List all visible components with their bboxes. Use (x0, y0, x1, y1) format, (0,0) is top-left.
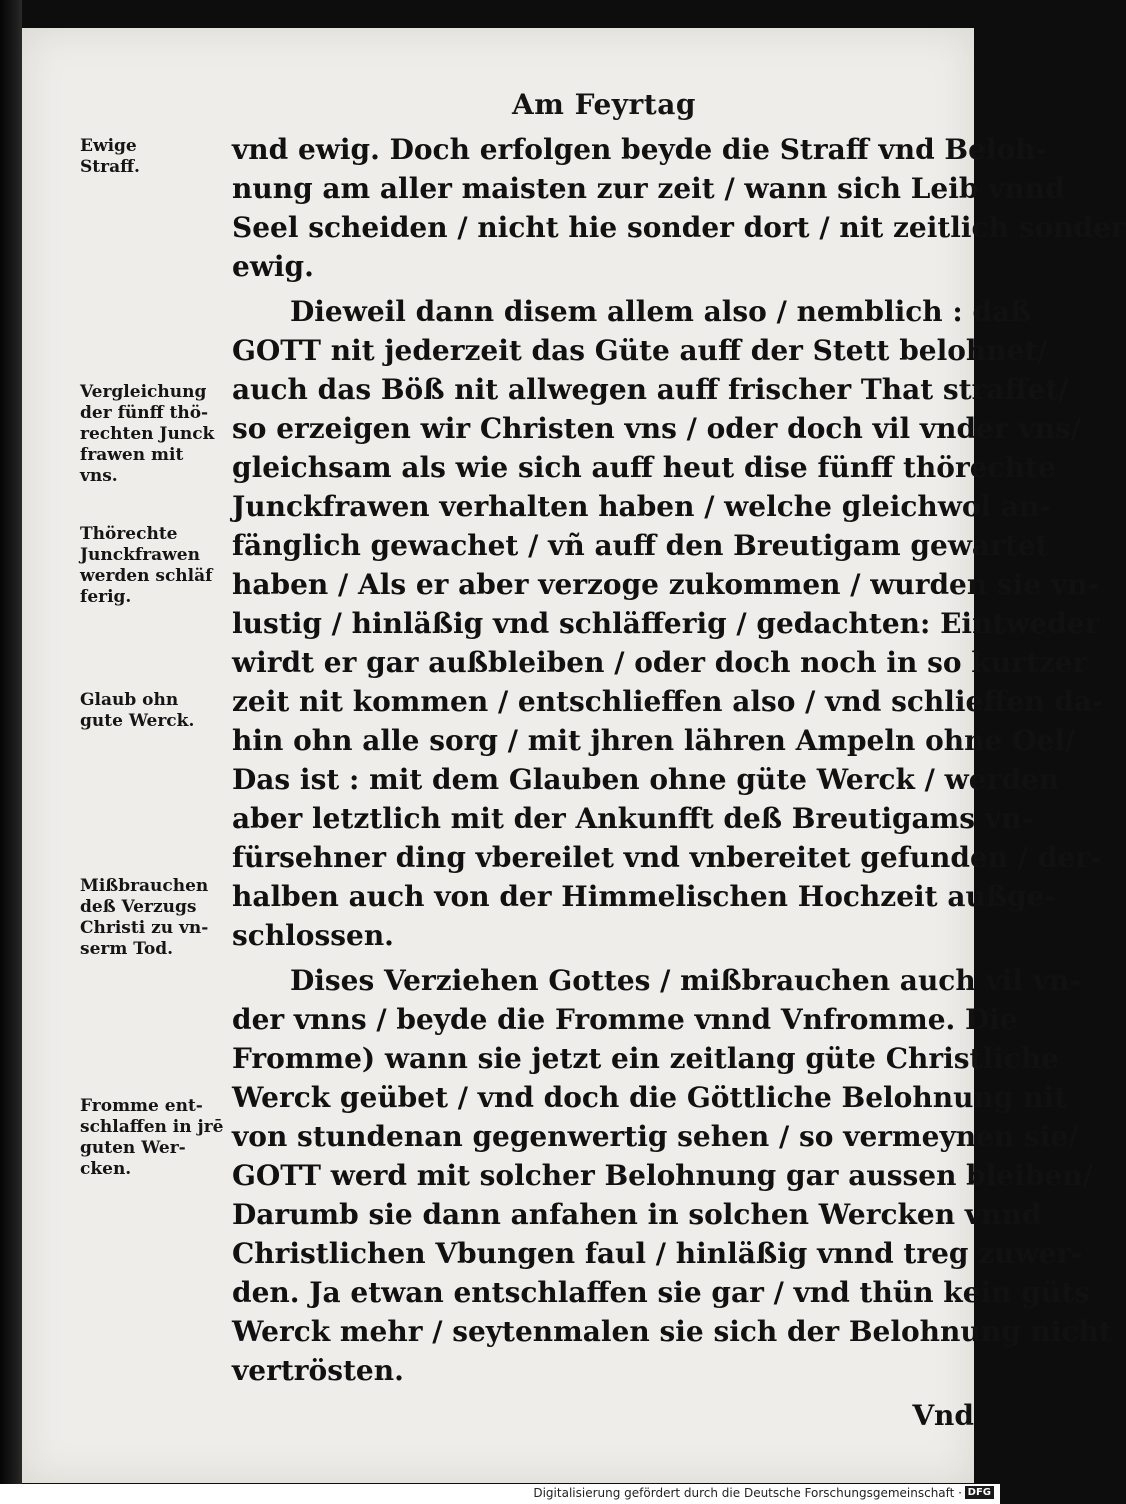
margin-note-line: Junckfrawen (80, 545, 200, 565)
text-line: gleichsam als wie sich auff heut dise fünff thörechte (232, 451, 1056, 484)
text-line: Werck geübet / vnd doch die Göttliche Belohnung nit (232, 1081, 1068, 1114)
margin-note-line: Mißbrauchen (80, 876, 209, 896)
running-head: Am Feyrtag (512, 88, 696, 121)
text-line: auch das Böß nit allwegen auff frischer That straffet/ (232, 373, 1069, 406)
main-text-block (232, 130, 1126, 1435)
text-line: Dieweil dann disem allem also / nemblich : daß (290, 295, 1032, 328)
text-line: Das ist : mit dem Glauben ohne güte Werck / werden (232, 763, 1060, 796)
margin-note (80, 1096, 230, 1180)
text-line: der vnns / beyde die Fromme vnnd Vnfromme. Die (232, 1003, 1018, 1036)
margin-note-line: Vergleichung (80, 382, 207, 402)
margin-note-line: rechten Junck (80, 424, 215, 444)
margin-note-line: gute Werck. (80, 711, 195, 731)
text-line: haben / Als er aber verzoge zukommen / wurden sie vn- (232, 568, 1100, 601)
text-line: GOTT nit jederzeit das Güte auff der Stett belohnet/ (232, 334, 1048, 367)
margin-note-line: Ewige (80, 136, 137, 156)
text-line: Junckfrawen verhalten haben / welche gleichwol an- (232, 490, 1052, 523)
text-line: Fromme) wann sie jetzt ein zeitlang güte Christliche (232, 1042, 1059, 1075)
margin-note (80, 136, 230, 178)
text-line: fänglich gewachet / vñ auff den Breutigam gewartet (232, 529, 1049, 562)
text-line: den. Ja etwan entschlaffen sie gar / vnd thün kein güts (232, 1276, 1090, 1309)
margin-note-line: cken. (80, 1159, 132, 1179)
margin-note-line: Christi zu vn- (80, 918, 209, 938)
dfg-logo: DFG (965, 1486, 994, 1499)
text-line: fürsehner ding vbereilet vnd vnbereitet gefunden / der- (232, 841, 1102, 874)
margin-note-line: frawen mit (80, 445, 184, 465)
margin-note-line: der fünff thö- (80, 403, 209, 423)
text-line: Dises Verziehen Gottes / mißbrauchen auch vil vn- (290, 964, 1081, 997)
text-line: zeit nit kommen / entschlieffen also / vnd schlieffen da- (232, 685, 1104, 718)
margin-note-line: guten Wer- (80, 1138, 186, 1158)
margin-note-line: deß Verzugs (80, 897, 197, 917)
text-line: Darumb sie dann anfahen in solchen Wercken vnnd (232, 1198, 1042, 1231)
margin-note-line: Straff. (80, 157, 140, 177)
text-line: Werck mehr / seytenmalen sie sich der Belohnung nicht (232, 1315, 1112, 1348)
text-line: nung am aller maisten zur zeit / wann sich Leib vnnd (232, 172, 1065, 205)
margin-note-line: Glaub ohn (80, 690, 179, 710)
catchword: Vnd (912, 1399, 974, 1432)
margin-note-line: vns. (80, 466, 118, 486)
margin-note-line: werden schläf (80, 566, 213, 586)
text-line: vertrösten. (232, 1354, 404, 1387)
margin-note-line: Fromme ent- (80, 1096, 203, 1116)
text-line: vnd ewig. Doch erfolgen beyde die Straff vnd Beloh- (232, 133, 1048, 166)
text-line: wirdt er gar außbleiben / oder doch noch in so kurtzer (232, 646, 1088, 679)
text-line: GOTT werd mit solcher Belohnung gar aussen bleiben/ (232, 1159, 1093, 1192)
margin-note-line: ferig. (80, 587, 132, 607)
margin-note (80, 876, 230, 960)
margin-note (80, 690, 230, 732)
footer-credit: Digitalisierung gefördert durch die Deutsche Forschungsgemeinschaft · (533, 1486, 962, 1500)
margin-note-line: serm Tod. (80, 939, 174, 959)
footer-bar (0, 1484, 1000, 1504)
margin-note (80, 524, 230, 608)
text-line: halben auch von der Himmelischen Hochzeit außge- (232, 880, 1057, 913)
text-line: Seel scheiden / nicht hie sonder dort / nit zeitlich sonder (232, 211, 1126, 244)
margin-note-line: schlaffen in jrē (80, 1117, 224, 1137)
text-line: lustig / hinläßig vnd schläfferig / gedachten: Eintweder (232, 607, 1100, 640)
page-edge-shadow (0, 0, 22, 1504)
text-line: schlossen. (232, 919, 394, 952)
margin-note-line: Thörechte (80, 524, 178, 544)
text-line: von stundenan gegenwertig sehen / so vermeynen sie/ (232, 1120, 1079, 1153)
text-line: so erzeigen wir Christen vns / oder doch vil vnder vns/ (232, 412, 1082, 445)
text-line: aber letztlich mit der Ankunfft deß Breutigams vn- (232, 802, 1034, 835)
text-line: ewig. (232, 250, 314, 283)
text-line: Christlichen Vbungen faul / hinläßig vnnd treg zuwer- (232, 1237, 1083, 1270)
text-line: hin ohn alle sorg / mit jhren lähren Ampeln ohne Oel/ (232, 724, 1076, 757)
margin-note (80, 382, 230, 487)
